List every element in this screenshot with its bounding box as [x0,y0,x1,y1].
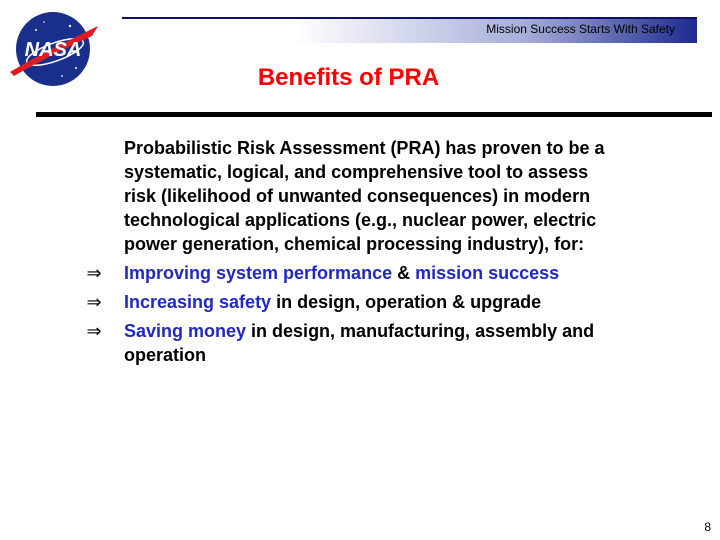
nasa-meatball-icon [6,8,102,90]
bullet-text: in design, operation & upgrade [271,292,542,312]
nasa-logo [6,8,102,90]
header-tagline: Mission Success Starts With Safety [486,22,675,36]
bullet-item [86,319,624,367]
bullet-connector: & [392,263,416,283]
bullet-highlight: Increasing safety [124,292,272,312]
logo-text: NASA [24,39,82,61]
arrow-bullet-icon: ⇒ [86,263,102,283]
slide-title: Benefits of PRA [257,64,440,91]
page-number: 8 [704,520,711,534]
slide-body [86,136,624,372]
intro-paragraph: Probabilistic Risk Assessment (PRA) has proven to be a systematic, logical, and comprehensive tool to assess risk (likelihood of unwanted consequences) in modern technological applications (e.g., nuclear power, electric power generation, chemical processing industry), for: [124,138,605,254]
title-divider [36,112,712,117]
bullet-highlight: Improving system performance [124,263,393,283]
bullet-item [86,261,624,285]
bullet-highlight: Saving money [124,321,247,341]
arrow-bullet-icon: ⇒ [86,321,102,341]
arrow-bullet-icon: ⇒ [86,292,102,312]
bullet-highlight-2: mission success [415,263,560,283]
bullet-text: in design, manufacturing, assembly and operation [124,321,595,365]
bullet-item [86,290,624,314]
